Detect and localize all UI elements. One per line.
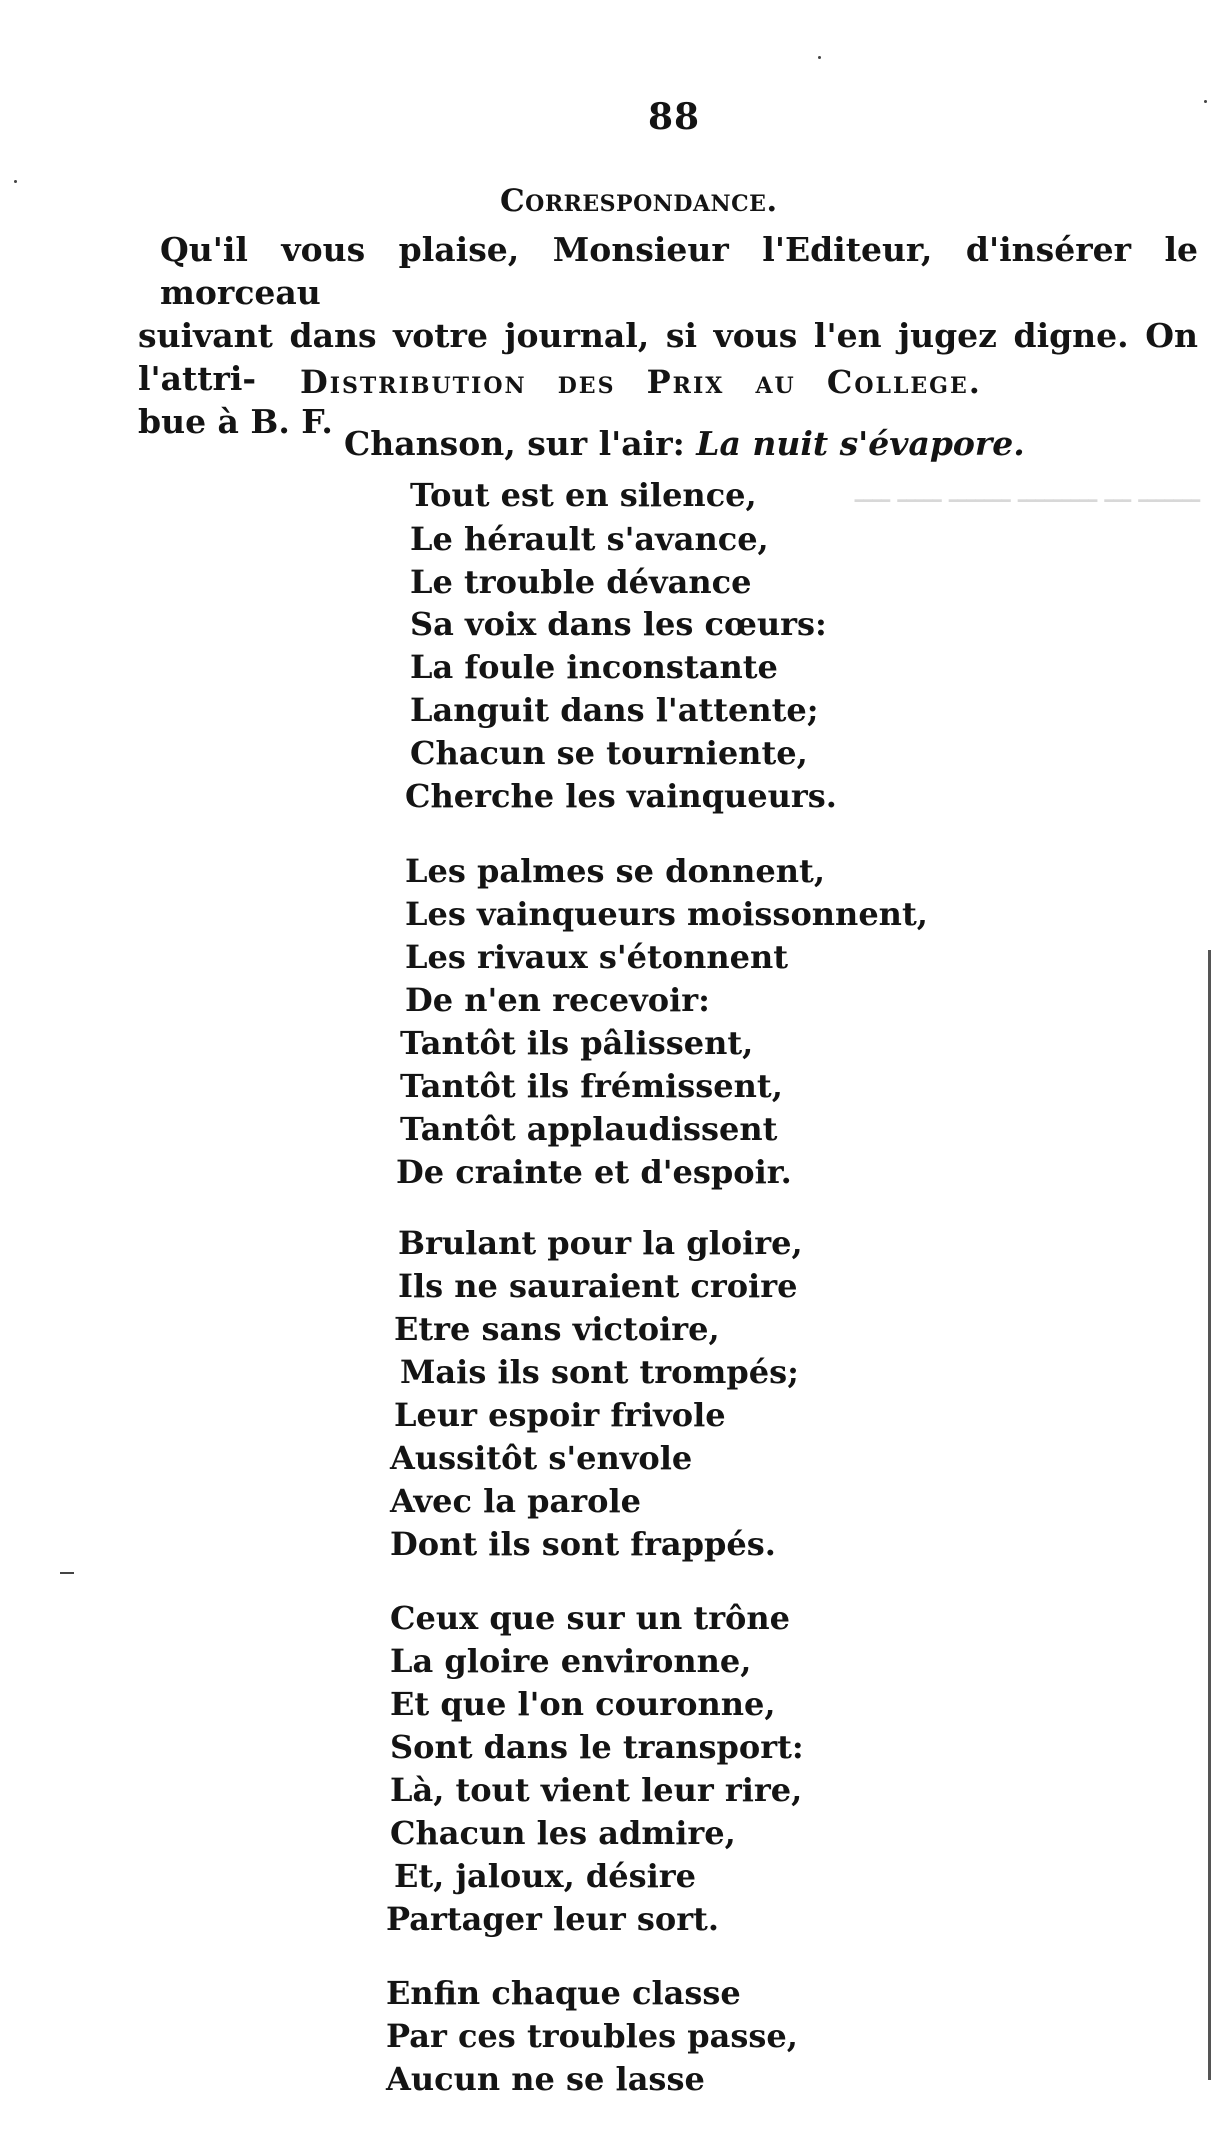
- verse-line: Leur espoir frivole: [394, 1396, 726, 1434]
- scan-speck: [818, 56, 821, 59]
- verse-line: Là, tout vient leur rire,: [390, 1771, 803, 1809]
- intro-line-3: bue à B. F.: [138, 402, 333, 441]
- verse-line: Dont ils sont frappés.: [390, 1525, 776, 1563]
- verse-line: Tantôt applaudissent: [400, 1110, 778, 1148]
- intro-line-2: suivant dans votre journal, si vous l'en jugez digne. On l'attri-: [138, 316, 1198, 398]
- verse-line: Le trouble dévance: [410, 563, 752, 601]
- verse-line: Ceux que sur un trône: [390, 1599, 791, 1637]
- verse-line: Chacun les admire,: [390, 1814, 736, 1852]
- page-number: 88: [648, 96, 701, 138]
- verse-line: Avec la parole: [390, 1482, 641, 1520]
- verse-line: Tout est en silence,: [410, 476, 757, 514]
- verse-line: Les palmes se donnent,: [405, 852, 825, 890]
- verse-line: Sont dans le transport:: [390, 1728, 804, 1766]
- verse-line: La foule inconstante: [410, 648, 778, 686]
- verse-line: La gloire environne,: [390, 1642, 752, 1680]
- scan-speck: [1204, 100, 1207, 103]
- song-heading: [344, 424, 1025, 463]
- verse-line: De n'en recevoir:: [405, 981, 710, 1019]
- verse-line: Enfin chaque classe: [386, 1974, 741, 2012]
- song-air-title: La nuit s'évapore.: [696, 424, 1025, 463]
- scan-speck: [14, 180, 17, 183]
- verse-line: Et que l'on couronne,: [390, 1685, 776, 1723]
- verse-line: Par ces troubles passe,: [386, 2017, 798, 2055]
- intro-line-1: Qu'il vous plaise, Monsieur l'Editeur, d'insérer le morceau: [160, 230, 1198, 312]
- verse-line: Etre sans victoire,: [394, 1310, 720, 1348]
- verse-line: Tantôt ils pâlissent,: [400, 1024, 754, 1062]
- verse-line: Ils ne sauraient croire: [398, 1267, 798, 1305]
- verse-line: Chacun se tourniente,: [410, 734, 808, 772]
- verse-line: De crainte et d'espoir.: [396, 1153, 792, 1191]
- section-title: Correspondance.: [500, 183, 778, 219]
- verse-line: Les rivaux s'étonnent: [405, 938, 789, 976]
- distribution-title: Distribution des Prix au College.: [300, 363, 982, 401]
- verse-line: Le hérault s'avance,: [410, 520, 769, 558]
- verse-line: Brulant pour la gloire,: [398, 1224, 803, 1262]
- scan-speck: [60, 1572, 74, 1574]
- verse-line: Tantôt ils frémissent,: [400, 1067, 783, 1105]
- verse-line: Sa voix dans les cœurs:: [410, 605, 827, 643]
- bleed-through-texture: ــــ ـــــ ـــــــ ـــــــــ ـــ ـــــــ: [854, 476, 1200, 509]
- verse-line: Et, jaloux, désire: [394, 1857, 697, 1895]
- verse-line: Aucun ne se lasse: [386, 2060, 705, 2098]
- verse-line: Languit dans l'attente;: [410, 691, 819, 729]
- verse-line: Les vainqueurs moissonnent,: [405, 895, 928, 933]
- verse-line: Aussitôt s'envole: [390, 1439, 693, 1477]
- song-prefix: Chanson, sur l'air:: [344, 424, 697, 463]
- verse-line: Partager leur sort.: [386, 1900, 719, 1938]
- page-edge-shadow: [1208, 950, 1211, 2080]
- intro-paragraph: [138, 228, 1198, 443]
- verse-line: Cherche les vainqueurs.: [405, 777, 837, 815]
- verse-line: Mais ils sont trompés;: [400, 1353, 799, 1391]
